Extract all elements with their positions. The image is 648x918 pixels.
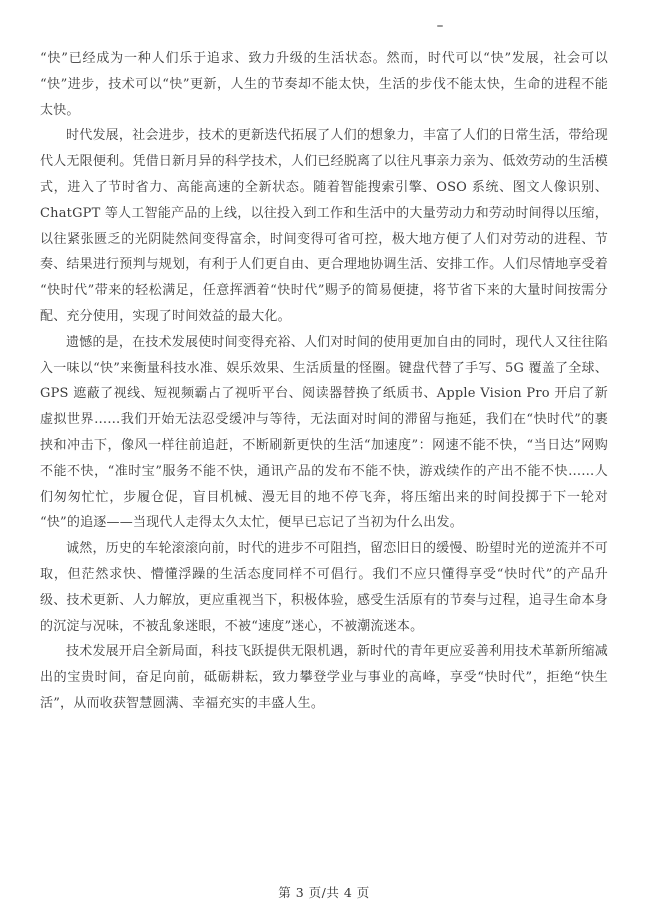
paragraph: 诚然，历史的车轮滚滚向前，时代的进步不可阻挡，留恋旧日的缓慢、盼望时光的逆流并不可取，但茫然求快、懵懂浮躁的生活态度同样不可倡行。我们不应只懂得享受“快时代”的产品升级、技术更新、人力解放，更应重视当下，积极体验，感受生活原有的节奏与过程，追寻生命本身的沉淀与况味，不被乱象迷眼，不被“速度”迷心，不被潮流迷本。 — [40, 541, 608, 634]
document-body — [40, 46, 608, 717]
paragraph-continuation: “快”已经成为一种人们乐于追求、致力升级的生活状态。然而，时代可以“快”发展，社会可以“快”进步，技术可以“快”更新，人生的节奏却不能太快，生活的步伐不能太快，生命的进程不能太快。 — [40, 51, 608, 118]
page-number-footer: 第 3 页/共 4 页 — [278, 885, 370, 900]
scan-artifact-mark — [437, 25, 443, 27]
paragraph: 技术发展开启全新局面，科技飞跃提供无限机遇，新时代的青年更应妥善利用技术革新所缩减出的宝贵时间，奋足向前，砥砺耕耘，致力攀登学业与事业的高峰，享受“快时代”，拒绝“快生活”，从而收获智慧圆满、幸福充实的丰盛人生。 — [40, 644, 608, 711]
paragraph: 遗憾的是，在技术发展使时间变得充裕、人们对时间的使用更加自由的同时，现代人又往往陷入一味以“快”来衡量科技水准、娱乐效果、生活质量的怪圈。键盘代替了手写、5G 覆盖了全球、GPS 遮蔽了视线、短视频霸占了视听平台、阅读器替换了纸质书、Apple Vision Pro 开启了新虚拟世界……我们开始无法忍受缓冲与等待，无法面对时间的滞留与拖延，我们在“快时代”的裹挟和冲击下，像风一样往前追赶，不断刷新更快的生活“加速度”：网速不能不快，“当日达”网购不能不快，“准时宝”服务不能不快，通讯产品的发布不能不快，游戏续作的产出不能不快……人们匆匆忙忙，步履仓促，盲目机械、漫无目的地不停飞奔，将压缩出来的时间投掷于下一轮对“快”的追逐——当现代人走得太久太忙，便早已忘记了当初为什么出发。 — [40, 334, 608, 531]
paragraph: 时代发展，社会进步，技术的更新迭代拓展了人们的想象力，丰富了人们的日常生活，带给现代人无限便利。凭借日新月异的科学技术，人们已经脱离了以往凡事亲力亲为、低效劳动的生活模式，进入了节时省力、高能高速的全新状态。随着智能搜索引擎、OSO 系统、图文人像识别、ChatGPT 等人工智能产品的上线，以往投入到工作和生活中的大量劳动力和劳动时间得以压缩，以往紧张匮乏的光阴陡然间变得富余，时间变得可省可控，极大地方便了人们对劳动的进程、节奏、结果进行预判与规划，有利于人们更自由、更合理地协调生活、安排工作。人们尽情地享受着“快时代”带来的轻松满足，任意挥洒着“快时代”赐予的简易便捷，将节省下来的大量时间按需分配、充分使用，实现了时间效益的最大化。 — [40, 128, 608, 324]
